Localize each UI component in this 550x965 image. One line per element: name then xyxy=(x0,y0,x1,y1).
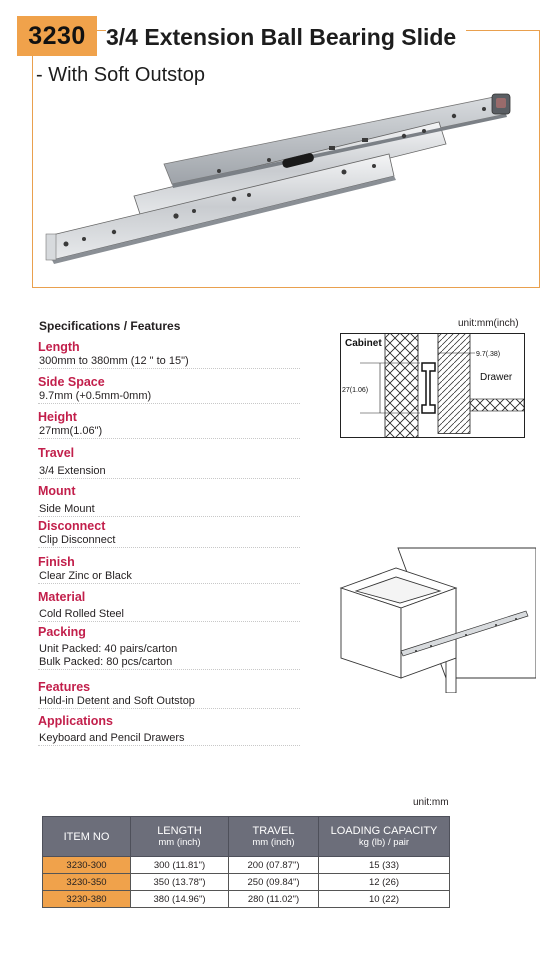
spec-applications xyxy=(38,714,300,746)
spec-label: Side Space xyxy=(38,375,105,389)
spec-travel xyxy=(38,446,300,479)
cell-item: 3230-380 xyxy=(43,891,131,908)
spec-label: Packing xyxy=(38,625,86,639)
spec-mount xyxy=(38,484,300,517)
spec-value: 9.7mm (+0.5mm-0mm) xyxy=(39,390,152,402)
spec-label: Disconnect xyxy=(38,519,106,533)
cell-travel: 250 (09.84") xyxy=(229,874,319,891)
product-title: 3/4 Extension Ball Bearing Slide xyxy=(106,17,466,57)
diagram-side-space-label: 9.7(.38) xyxy=(476,351,501,358)
cross-section-diagram xyxy=(340,333,525,438)
spec-value: Unit Packed: 40 pairs/carton xyxy=(39,643,178,655)
table-row xyxy=(43,857,450,874)
table-unit: unit:mm xyxy=(413,797,449,808)
diagram-cabinet-label: Cabinet xyxy=(345,338,382,349)
cell-length: 300 (11.81") xyxy=(131,857,229,874)
product-subtitle: - With Soft Outstop xyxy=(36,64,205,86)
drawer-install-diagram xyxy=(336,543,536,693)
header-travel-unit: mm (inch) xyxy=(252,836,295,848)
header-length xyxy=(131,817,229,857)
spec-value: Hold-in Detent and Soft Outstop xyxy=(39,695,195,707)
header-travel-label: TRAVEL xyxy=(252,824,295,837)
spec-label: Material xyxy=(38,590,86,604)
spec-value: Clip Disconnect xyxy=(39,534,116,546)
cell-capacity: 15 (33) xyxy=(319,857,450,874)
table-row xyxy=(43,891,450,908)
spec-table xyxy=(42,816,450,908)
specs-heading: Specifications / Features xyxy=(39,319,181,333)
specs-unit: unit:mm(inch) xyxy=(458,318,519,329)
spec-height xyxy=(38,410,300,439)
cell-item: 3230-350 xyxy=(43,874,131,891)
diagram-drawer-label: Drawer xyxy=(480,372,513,383)
spec-value: Side Mount xyxy=(39,503,95,515)
spec-label: Height xyxy=(38,410,77,424)
spec-label: Travel xyxy=(38,446,75,460)
spec-label: Applications xyxy=(38,714,114,728)
spec-material xyxy=(38,590,300,622)
table-header-row xyxy=(43,817,450,857)
cell-capacity: 12 (26) xyxy=(319,874,450,891)
spec-value: Cold Rolled Steel xyxy=(39,608,124,620)
spec-value: Keyboard and Pencil Drawers xyxy=(39,732,185,744)
cell-travel: 280 (11.02") xyxy=(229,891,319,908)
cell-length: 350 (13.78") xyxy=(131,874,229,891)
header-length-unit: mm (inch) xyxy=(158,836,201,848)
spec-label: Finish xyxy=(38,555,75,569)
header-capacity xyxy=(319,817,450,857)
header-capacity-label: LOADING CAPACITY xyxy=(330,824,438,837)
spec-label: Features xyxy=(38,680,91,694)
table-row xyxy=(43,874,450,891)
spec-value: 3/4 Extension xyxy=(39,465,106,477)
spec-disconnect xyxy=(38,519,300,548)
spec-side-space xyxy=(38,375,300,404)
header-length-label: LENGTH xyxy=(157,824,202,837)
spec-label: Length xyxy=(38,340,80,354)
slide-product-image xyxy=(44,84,524,274)
header-travel xyxy=(229,817,319,857)
spec-packing xyxy=(38,625,300,670)
spec-value-2: Bulk Packed: 80 pcs/carton xyxy=(39,656,173,668)
spec-value: 300mm to 380mm (12 " to 15") xyxy=(39,355,189,367)
spec-value: Clear Zinc or Black xyxy=(39,570,132,582)
model-number-badge: 3230 xyxy=(17,16,97,56)
cell-item: 3230-300 xyxy=(43,857,131,874)
header-capacity-unit: kg (lb) / pair xyxy=(358,836,410,848)
spec-label: Mount xyxy=(38,484,76,498)
spec-finish xyxy=(38,555,300,584)
cell-capacity: 10 (22) xyxy=(319,891,450,908)
diagram-height-label: 27(1.06) xyxy=(342,387,369,394)
cell-length: 380 (14.96") xyxy=(131,891,229,908)
spec-length xyxy=(38,340,300,369)
header-item-no: ITEM NO xyxy=(43,817,131,857)
cell-travel: 200 (07.87") xyxy=(229,857,319,874)
spec-value: 27mm(1.06") xyxy=(39,425,103,437)
spec-features xyxy=(38,680,300,709)
